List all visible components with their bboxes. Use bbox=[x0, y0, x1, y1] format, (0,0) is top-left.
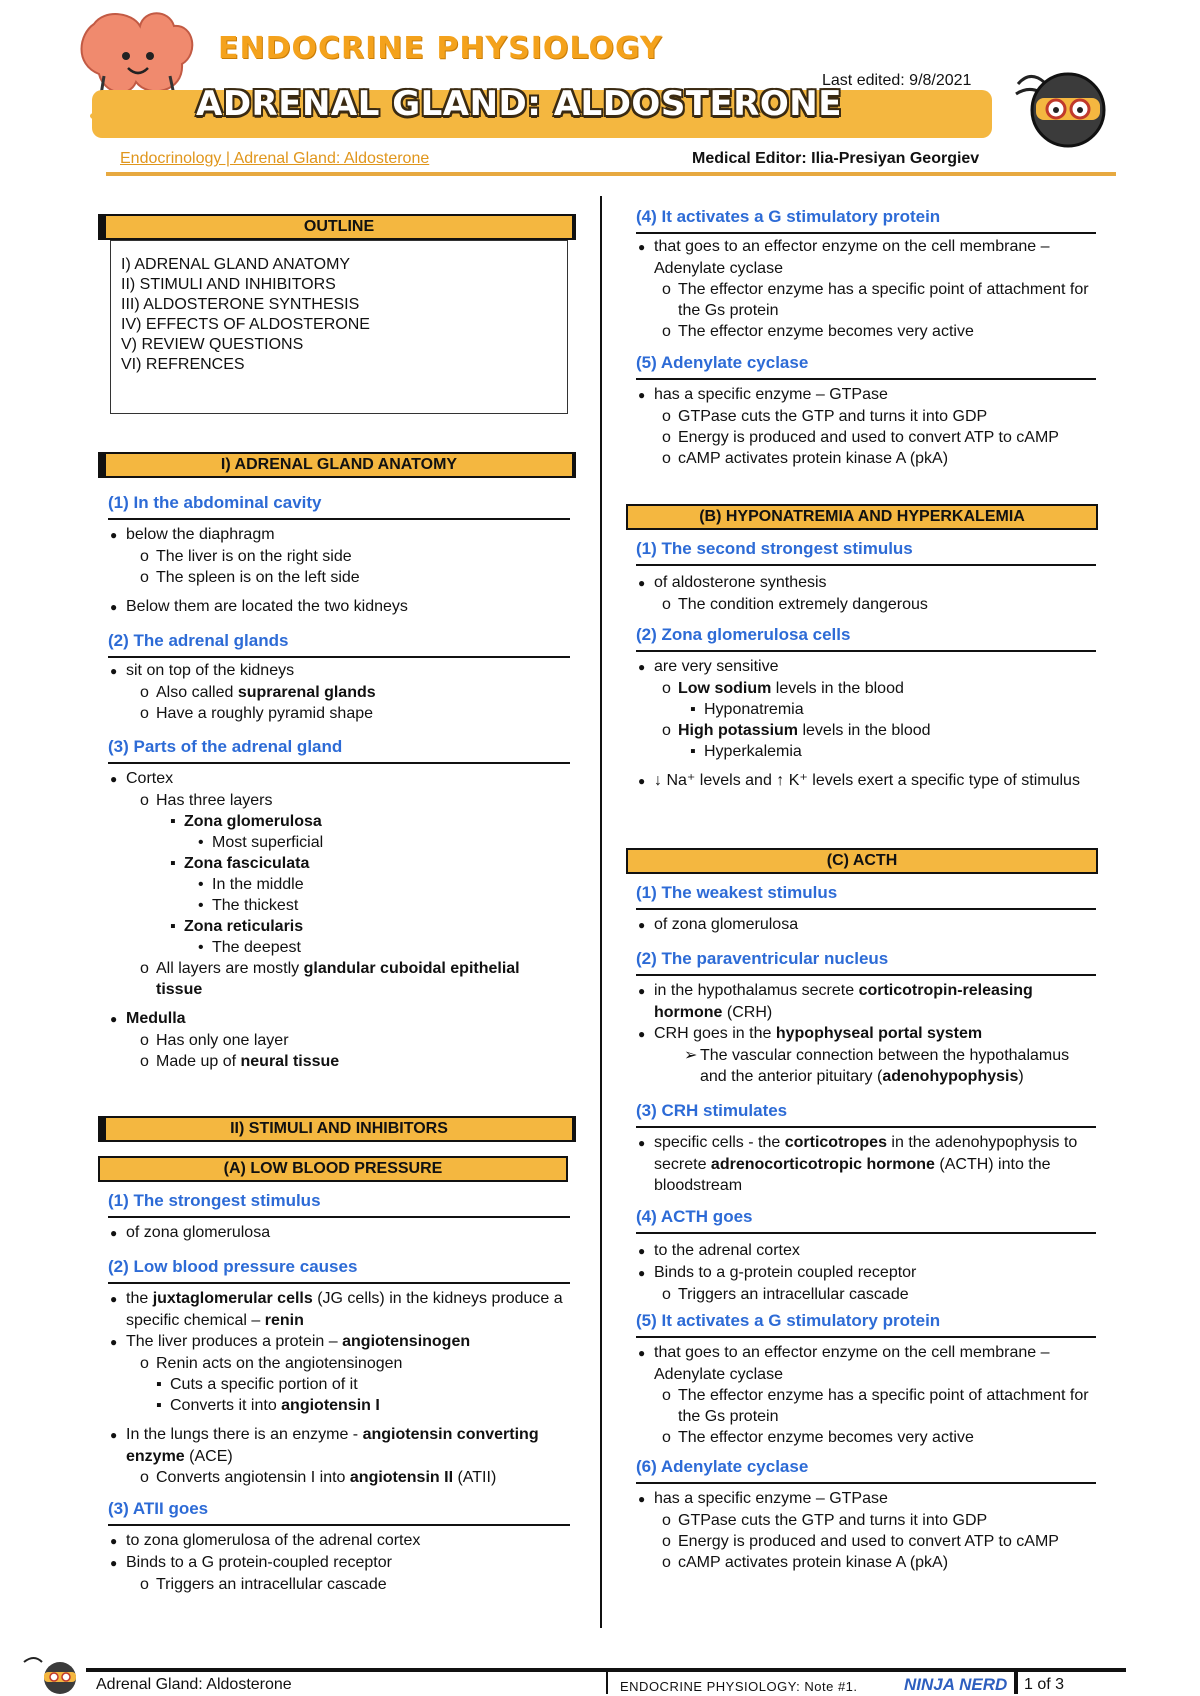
list-item: o Low sodium levels in the blood bbox=[638, 678, 1098, 699]
list-item: ● of zona glomerulosa bbox=[110, 1222, 570, 1244]
list-item: ● specific cells - the corticotropes in the adenohypophysis to secrete adrenocorticotropic hormone (ACTH) into the bloodstream bbox=[638, 1132, 1098, 1196]
footer-title: Adrenal Gland: Aldosterone bbox=[96, 1676, 292, 1693]
block-adrenal-glands bbox=[110, 660, 570, 724]
footer-brand-logo: NINJA NERD bbox=[904, 1675, 1008, 1694]
list-item: o GTPase cuts the GTP and turns it into GDP bbox=[638, 406, 1098, 427]
list-item: • The deepest bbox=[110, 937, 570, 958]
list-item: ● to the adrenal cortex bbox=[638, 1240, 1098, 1262]
list-item: o GTPase cuts the GTP and turns it into GDP bbox=[638, 1510, 1098, 1531]
list-item: o Triggers an intracellular cascade bbox=[638, 1284, 1098, 1305]
block-activates-gs-2 bbox=[638, 1342, 1098, 1448]
list-item: • Most superficial bbox=[110, 832, 570, 853]
list-item: o All layers are mostly glandular cuboidal epithelial tissue bbox=[110, 958, 570, 1000]
subheading-adenylate-cyclase-2: (6) Adenylate cyclase bbox=[636, 1456, 1096, 1484]
header-divider bbox=[106, 172, 1116, 176]
list-item: o Have a roughly pyramid shape bbox=[110, 703, 570, 724]
subsection-heading-acth: (C) ACTH bbox=[626, 848, 1098, 874]
block-activates-gs-1 bbox=[638, 236, 1098, 342]
list-item: o Has three layers bbox=[110, 790, 570, 811]
block-strongest-stimulus bbox=[110, 1222, 570, 1244]
block-atii-goes bbox=[110, 1530, 570, 1595]
list-item: ● of aldosterone synthesis bbox=[638, 572, 1098, 594]
outline-item[interactable]: II) STIMULI AND INHIBITORS bbox=[121, 276, 336, 293]
list-item: • The thickest bbox=[110, 895, 570, 916]
list-item: o Has only one layer bbox=[110, 1030, 570, 1051]
subheading-crh-stimulates: (3) CRH stimulates bbox=[636, 1100, 1096, 1128]
list-item: ● Cortex bbox=[110, 768, 570, 790]
list-item: o High potassium levels in the blood bbox=[638, 720, 1098, 741]
block-zona-cells bbox=[638, 656, 1098, 792]
section-heading-stimuli: II) STIMULI AND INHIBITORS bbox=[98, 1116, 576, 1142]
column-divider bbox=[600, 196, 602, 1628]
block-parts bbox=[110, 768, 570, 1072]
block-low-bp-causes bbox=[110, 1288, 570, 1488]
subheading-parts: (3) Parts of the adrenal gland bbox=[108, 736, 570, 764]
subheading-acth-goes: (4) ACTH goes bbox=[636, 1206, 1096, 1234]
list-item: ● Binds to a g-protein coupled receptor bbox=[638, 1262, 1098, 1284]
subheading-adrenal-glands: (2) The adrenal glands bbox=[108, 630, 570, 658]
list-item: o Energy is produced and used to convert ATP to cAMP bbox=[638, 1531, 1098, 1552]
list-item: ● CRH goes in the hypophyseal portal system bbox=[638, 1023, 1098, 1045]
outline-item[interactable]: IV) EFFECTS OF ALDOSTERONE bbox=[121, 316, 370, 333]
subheading-weakest-stimulus: (1) The weakest stimulus bbox=[636, 882, 1096, 910]
subsection-heading-low-bp: (A) LOW BLOOD PRESSURE bbox=[98, 1156, 568, 1182]
list-item: o The effector enzyme becomes very active bbox=[638, 321, 1098, 342]
list-item: ● In the lungs there is an enzyme - angiotensin converting enzyme (ACE) bbox=[110, 1424, 570, 1467]
list-item: ● below the diaphragm bbox=[110, 524, 570, 546]
list-item: ▪ Zona reticularis bbox=[110, 916, 570, 937]
subheading-zona-cells: (2) Zona glomerulosa cells bbox=[636, 624, 1096, 652]
list-item: o The liver is on the right side bbox=[110, 546, 570, 567]
list-item: o The spleen is on the left side bbox=[110, 567, 570, 588]
list-item: ▪ Zona fasciculata bbox=[110, 853, 570, 874]
list-item: o The effector enzyme has a specific point of attachment for the Gs protein bbox=[638, 279, 1098, 321]
list-item: o cAMP activates protein kinase A (pkA) bbox=[638, 1552, 1098, 1573]
subheading-low-bp-causes: (2) Low blood pressure causes bbox=[108, 1256, 570, 1284]
outline-box bbox=[110, 240, 568, 414]
list-item: ● Below them are located the two kidneys bbox=[110, 596, 570, 618]
outline-item[interactable]: I) ADRENAL GLAND ANATOMY bbox=[121, 256, 351, 273]
list-item: ● that goes to an effector enzyme on the cell membrane – Adenylate cyclase bbox=[638, 236, 1098, 279]
list-item: ● has a specific enzyme – GTPase bbox=[638, 384, 1098, 406]
list-item: ● to zona glomerulosa of the adrenal cortex bbox=[110, 1530, 570, 1552]
list-item: o The effector enzyme has a specific point of attachment for the Gs protein bbox=[638, 1385, 1098, 1427]
list-item: ▪ Cuts a specific portion of it bbox=[110, 1374, 570, 1395]
subheading-strongest-stimulus: (1) The strongest stimulus bbox=[108, 1190, 570, 1218]
footer-separator bbox=[606, 1672, 608, 1694]
list-item: ▪ Hyponatremia bbox=[638, 699, 1098, 720]
list-item: o Energy is produced and used to convert ATP to cAMP bbox=[638, 427, 1098, 448]
list-item: o The condition extremely dangerous bbox=[638, 594, 1098, 615]
outline-item[interactable]: VI) REFRENCES bbox=[121, 356, 245, 373]
block-acth-goes bbox=[638, 1240, 1098, 1305]
block-second-strongest bbox=[638, 572, 1098, 615]
list-item: ● sit on top of the kidneys bbox=[110, 660, 570, 682]
subheading-second-strongest: (1) The second strongest stimulus bbox=[636, 538, 1096, 566]
list-item: o Renin acts on the angiotensinogen bbox=[110, 1353, 570, 1374]
list-item: o cAMP activates protein kinase A (pkA) bbox=[638, 448, 1098, 469]
page-number: 1 of 3 bbox=[1024, 1676, 1065, 1693]
medical-editor: Medical Editor: Ilia-Presiyan Georgiev bbox=[692, 150, 980, 167]
last-edited: Last edited: 9/8/2021 bbox=[822, 72, 972, 89]
block-adenylate-cyclase-1 bbox=[638, 384, 1098, 469]
list-item: ● Medulla bbox=[110, 1008, 570, 1030]
subheading-paraventricular: (2) The paraventricular nucleus bbox=[636, 948, 1096, 976]
block-paraventricular bbox=[638, 980, 1098, 1087]
block-abdominal-cavity bbox=[110, 524, 570, 618]
subsection-heading-hyponatremia: (B) HYPONATREMIA AND HYPERKALEMIA bbox=[626, 504, 1098, 530]
subheading-activates-gs-1: (4) It activates a G stimulatory protein bbox=[636, 206, 1096, 234]
block-crh-stimulates bbox=[638, 1132, 1098, 1196]
subheading-activates-gs-2: (5) It activates a G stimulatory protein bbox=[636, 1310, 1096, 1338]
subheading-atii-goes: (3) ATII goes bbox=[108, 1498, 570, 1526]
list-item: o Made up of neural tissue bbox=[110, 1051, 570, 1072]
list-item: ● in the hypothalamus secrete corticotropin-releasing hormone (CRH) bbox=[638, 980, 1098, 1023]
list-item: ● that goes to an effector enzyme on the cell membrane – Adenylate cyclase bbox=[638, 1342, 1098, 1385]
list-item: ▪ Hyperkalemia bbox=[638, 741, 1098, 762]
list-item: ● Binds to a G protein-coupled receptor bbox=[110, 1552, 570, 1574]
list-item: o Also called suprarenal glands bbox=[110, 682, 570, 703]
block-weakest-stimulus bbox=[638, 914, 1098, 936]
ninja-nerd-logo-icon bbox=[1010, 60, 1110, 152]
breadcrumb[interactable]: Endocrinology | Adrenal Gland: Aldosterone bbox=[120, 150, 430, 167]
list-item: • In the middle bbox=[110, 874, 570, 895]
list-item: ● are very sensitive bbox=[638, 656, 1098, 678]
list-item: ➢ The vascular connection between the hypothalamus and the anterior pituitary (adenohypophysis) bbox=[638, 1045, 1098, 1087]
subheading-abdominal-cavity: (1) In the abdominal cavity bbox=[108, 492, 570, 520]
page-title: ADRENAL GLAND: ALDOSTERONE bbox=[196, 84, 842, 124]
outline-item[interactable]: V) REVIEW QUESTIONS bbox=[121, 336, 304, 353]
list-item: ● has a specific enzyme – GTPase bbox=[638, 1488, 1098, 1510]
list-item: o The effector enzyme becomes very active bbox=[638, 1427, 1098, 1448]
outline-heading: OUTLINE bbox=[98, 214, 576, 240]
list-item: ▪ Converts it into angiotensin I bbox=[110, 1395, 570, 1416]
list-item: ● ↓ Na⁺ levels and ↑ K⁺ levels exert a specific type of stimulus bbox=[638, 770, 1098, 792]
footer-ninja-icon bbox=[20, 1652, 84, 1696]
outline-item[interactable]: III) ALDOSTERONE SYNTHESIS bbox=[121, 296, 360, 313]
list-item: o Triggers an intracellular cascade bbox=[110, 1574, 570, 1595]
subheading-adenylate-cyclase-1: (5) Adenylate cyclase bbox=[636, 352, 1096, 380]
block-adenylate-cyclase-2 bbox=[638, 1488, 1098, 1573]
list-item: ● the juxtaglomerular cells (JG cells) in the kidneys produce a specific chemical – renin bbox=[110, 1288, 570, 1331]
brand-title: ENDOCRINE PHYSIOLOGY bbox=[218, 31, 663, 66]
list-item: o Converts angiotensin I into angiotensin II (ATII) bbox=[110, 1467, 570, 1488]
list-item: ● of zona glomerulosa bbox=[638, 914, 1098, 936]
footer-note: ENDOCRINE PHYSIOLOGY: Note #1. bbox=[620, 1679, 858, 1694]
footer-separator bbox=[1014, 1672, 1018, 1694]
section-heading-anatomy: I) ADRENAL GLAND ANATOMY bbox=[98, 452, 576, 478]
list-item: ▪ Zona glomerulosa bbox=[110, 811, 570, 832]
list-item: ● The liver produces a protein – angiotensinogen bbox=[110, 1331, 570, 1353]
